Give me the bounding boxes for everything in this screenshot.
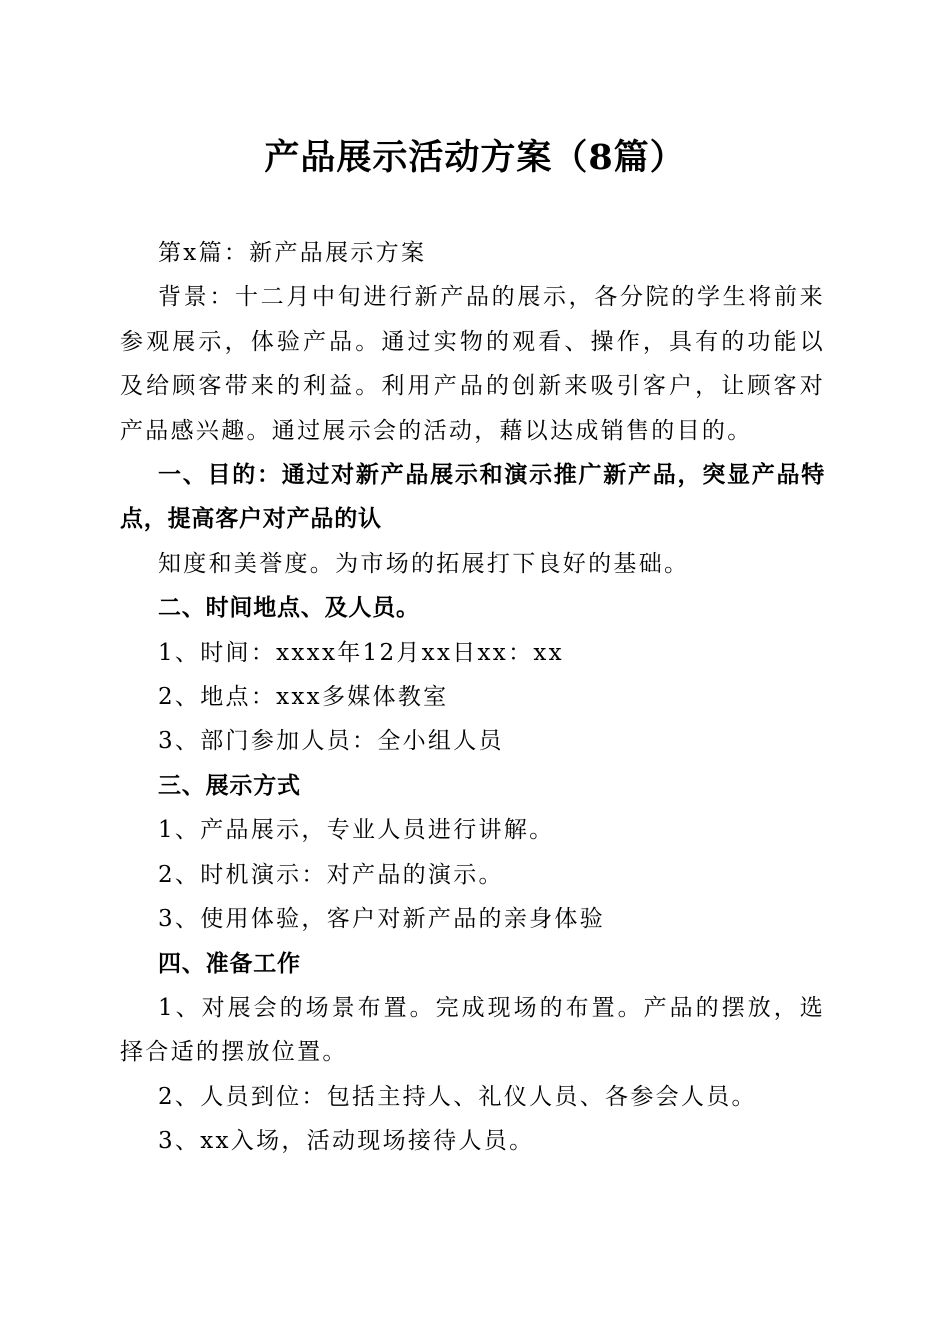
list-item-product-display: 1、产品展示，专业人员进行讲解。 bbox=[158, 817, 555, 844]
list-item-location: 2、地点：xxx多媒体教室 bbox=[158, 684, 449, 711]
section-heading-purpose: 一、目的：通过对新产品展示和演示推广新产品，突显产品特点，提高客户对产品的认 bbox=[120, 462, 825, 533]
document-body bbox=[120, 231, 825, 1164]
paragraph-purpose-continued: 知度和美誉度。为市场的拓展打下良好的基础。 bbox=[158, 550, 690, 577]
section-heading-time-place: 二、时间地点、及人员。 bbox=[158, 595, 420, 622]
list-item-entry: 3、xx入场，活动现场接待人员。 bbox=[158, 1128, 535, 1155]
list-item-venue-setup: 1、对展会的场景布置。完成现场的布置。产品的摆放，选择合适的摆放位置。 bbox=[120, 994, 825, 1066]
list-item-demo: 2、时机演示：对产品的演示。 bbox=[158, 861, 504, 888]
list-item-staff: 2、人员到位：包括主持人、礼仪人员、各参会人员。 bbox=[158, 1083, 757, 1110]
document-title: 产品展示活动方案（8篇） bbox=[264, 137, 686, 178]
section-heading-display-method: 三、展示方式 bbox=[158, 772, 301, 799]
paragraph-background: 背景：十二月中旬进行新产品的展示，各分院的学生将前来参观展示，体验产品。通过实物的观看、操作，具有的功能以及给顾客带来的利益。利用产品的创新来吸引客户，让顾客对产品感兴趣。通过展示会的活动，藉以达成销售的目的。 bbox=[120, 284, 825, 444]
section-heading-preparation: 四、准备工作 bbox=[158, 950, 301, 977]
list-item-time: 1、时间：xxxx年12月xx日xx：xx bbox=[158, 639, 564, 666]
list-item-participants: 3、部门参加人员：全小组人员 bbox=[158, 728, 504, 755]
paragraph-chapter-heading: 第x篇：新产品展示方案 bbox=[158, 240, 427, 266]
list-item-experience: 3、使用体验，客户对新产品的亲身体验 bbox=[158, 906, 606, 933]
